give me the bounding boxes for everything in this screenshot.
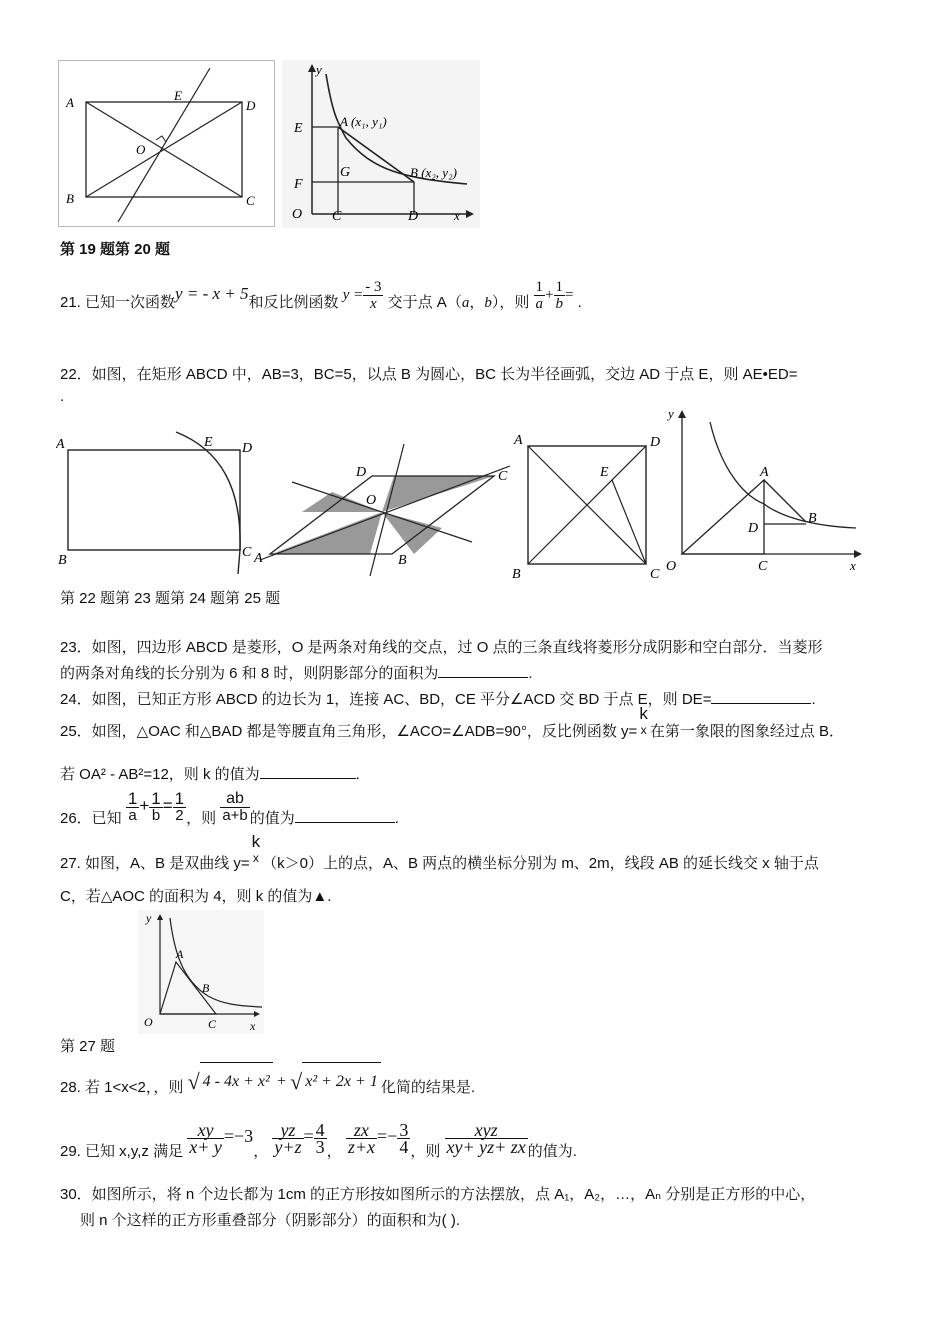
q26-frac-b: $\frac{1}{b}$ [151,788,161,824]
fig20-label-c: C [332,209,342,224]
q21-eq2-lhs: y = [342,287,364,303]
fig25-label-a: A [760,465,769,480]
figure-caption-27: 第 27 题 [60,1038,116,1055]
q29-frac-3: $\frac{zx}{z+x}$ [347,1119,375,1157]
q29-value-3: $\frac{3}{4}$ [399,1119,409,1157]
figure-caption-22-25: 第 22 题第 23 题第 24 题第 25 题 [60,590,281,607]
fig22-label-a: A [56,437,65,452]
q26-frac-d: $\frac{ab}{a+b}$ [222,789,248,824]
fig24-label-c: C [650,567,660,580]
fig23-label-a: A [254,551,263,566]
figure-23-rhombus [252,440,514,580]
q27-frac: k x [251,832,261,866]
figure-24-square [510,428,668,580]
fig27-label-c: C [208,1017,217,1031]
q21-eq1: y = - x + 5 [175,284,249,303]
question-28: 28. 若 1<x<2，，则 √ 4 - 4x + x² + √ x² + 2x + 1 化简的结果是. [60,1062,475,1101]
fig24-label-e: E [600,465,609,480]
fig22-label-d: D [242,441,253,456]
q26-frac-c: $\frac{1}{2}$ [174,788,185,824]
q21-num: 21. [60,294,81,311]
question-24: 24．如图，已知正方形 ABCD 的边长为 1，连接 AC、BD，CE 平分∠ACD 交 BD 于点 E，则 DE= . [60,691,816,708]
fig19-label-o: O [136,142,146,157]
figure-27-hyperbola [138,910,264,1034]
question-30-line1: 30．如图所示，将 n 个边长都为 1cm 的正方形按如图所示的方法摆放，点 A₁，A₂，…，Aₙ 分别是正方形的中心， [60,1186,816,1203]
q29-value-2: $\frac{4}{3}$ [315,1119,325,1157]
fig19-label-d: D [246,98,256,113]
q21-frac-1: $\frac{1}{a}$ [535,278,544,312]
figure-caption-19-20: 第 19 题第 20 题 [60,241,171,258]
fig22-label-e: E [204,435,213,450]
fig20-label-b: B (x₂, y₂) [410,165,457,180]
fig24-label-d: D [650,435,661,450]
figure-20-hyperbola [282,60,480,228]
question-22: 22．如图，在矩形 ABCD 中，AB=3，BC=5，以点 B 为圆心，BC 长为半径画弧，交边 AD 于点 E，则 AE•ED= [60,366,798,383]
fig20-label-e: E [294,121,303,136]
fig20-label-o: O [292,207,303,222]
fig20-label-y: y [316,62,322,77]
question-29: 29. 已知 x,y,z 满足 $\frac{xy}{x+ y}$ =−3， $\frac{yz}{y+z}$ = $\frac{4}{3}$ ， $\frac{zx}{z+x}$ =− $\frac{3}{4}$ ，则 $\frac{\text{xyz}}{xy+ yz+ zx}$ 的值为. [60,1119,577,1160]
fig27-label-y: y [146,911,152,925]
figure-25-hyperbola [660,404,870,580]
question-21: 21. 已知一次函数y = - x + 5和反比例函数 y = $\frac{- 3}{x}$ 交于点 A（a，b），则 $\frac{1}{a}$ + $\frac{1}{b}$ = . [60,278,582,312]
q21-text-2: 和反比例函数 [248,294,339,311]
figure-22-rectangle-arc [56,428,266,580]
q29-frac-2: $\frac{yz}{y+z}$ [274,1119,302,1157]
q21-text-1: 已知一次函数 [85,294,176,311]
fig27-label-x: x [250,1019,256,1033]
fig24-label-a: A [514,433,523,448]
question-27-line1: 27. 如图，A、B 是双曲线 y= k x （k＞0）上的点，A、B 两点的横坐标分别为 m、2m，线段 AB 的延长线交 x 轴于点 [60,832,819,872]
q21-text-3: 交于点 A（ [387,294,462,311]
fig23-label-d: D [356,465,367,480]
fig23-label-c: C [498,469,508,484]
question-30-line2: 则 n 个这样的正方形重叠部分（阴影部分）的面积和为( ). [80,1212,461,1229]
q21-eq2-frac: $\frac{- 3}{x}$ [365,278,382,312]
q29-frac-4: $\frac{\text{xyz}}{xy+ yz+ zx}$ [446,1119,526,1157]
fig25-label-x: x [850,558,856,573]
fig25-label-d: D [748,521,759,536]
q21-frac-2: $\frac{1}{b}$ [555,278,563,312]
fig25-label-b: B [808,511,817,526]
fig24-label-b: B [512,567,521,580]
q28-radical-2: x² + 2x + 1 [302,1062,381,1101]
fig20-label-a: A (x₁, y₁) [340,114,387,129]
fig19-label-b: B [66,191,74,206]
fig20-label-d: D [408,209,419,224]
question-22-end: . [60,388,65,405]
question-23-line2: 的两条对角线的长分别为 6 和 8 时，则阴影部分的面积为 . [60,665,533,682]
q26-frac-a: $\frac{1}{a}$ [127,788,138,824]
fig20-label-f: F [294,177,303,192]
question-25-line2: 若 OA² - AB²=12，则 k 的值为 . [60,766,360,783]
question-27-line2: C，若△AOC 的面积为 4，则 k 的值为▲. [60,888,332,905]
fig22-label-c: C [242,545,252,560]
fig25-label-o: O [666,559,677,574]
fig20-label-x: x [454,208,460,223]
fig25-label-c: C [758,559,768,574]
fig25-label-y: y [668,406,674,421]
fig23-label-b: B [398,553,407,568]
q29-frac-1: $\frac{xy}{x+ y}$ [189,1119,222,1157]
fig19-label-c: C [246,193,255,208]
fig23-label-o: O [366,493,377,508]
fig27-label-b: B [202,981,210,995]
figure-19-rectangle [58,60,276,228]
fig19-label-e: E [174,88,182,103]
fig27-label-o: O [144,1015,153,1029]
fig22-label-b: B [58,553,67,568]
fig27-label-a: A [176,947,184,961]
question-23-line1: 23．如图，四边形 ABCD 是菱形，O 是两条对角线的交点，过 O 点的三条直线将菱形分成阴影和空白部分．当菱形 [60,639,823,656]
q28-radical-1: 4 - 4x + x² [200,1062,273,1101]
fig20-label-g: G [340,165,351,180]
question-25-line1: 25．如图，△OAC 和△BAD 都是等腰直角三角形，∠ACO=∠ADB=90°，反比例函数 y= k x 在第一象限的图象经过点 B． [60,704,844,740]
question-26: 26．已知 $\frac{1}{a}$ + $\frac{1}{b}$ = $\frac{1}{2}$ ，则 $\frac{ab}{a+b}$ 的值为 . [60,788,399,827]
q25-frac: k x [639,704,648,738]
fig19-label-a: A [66,95,74,110]
